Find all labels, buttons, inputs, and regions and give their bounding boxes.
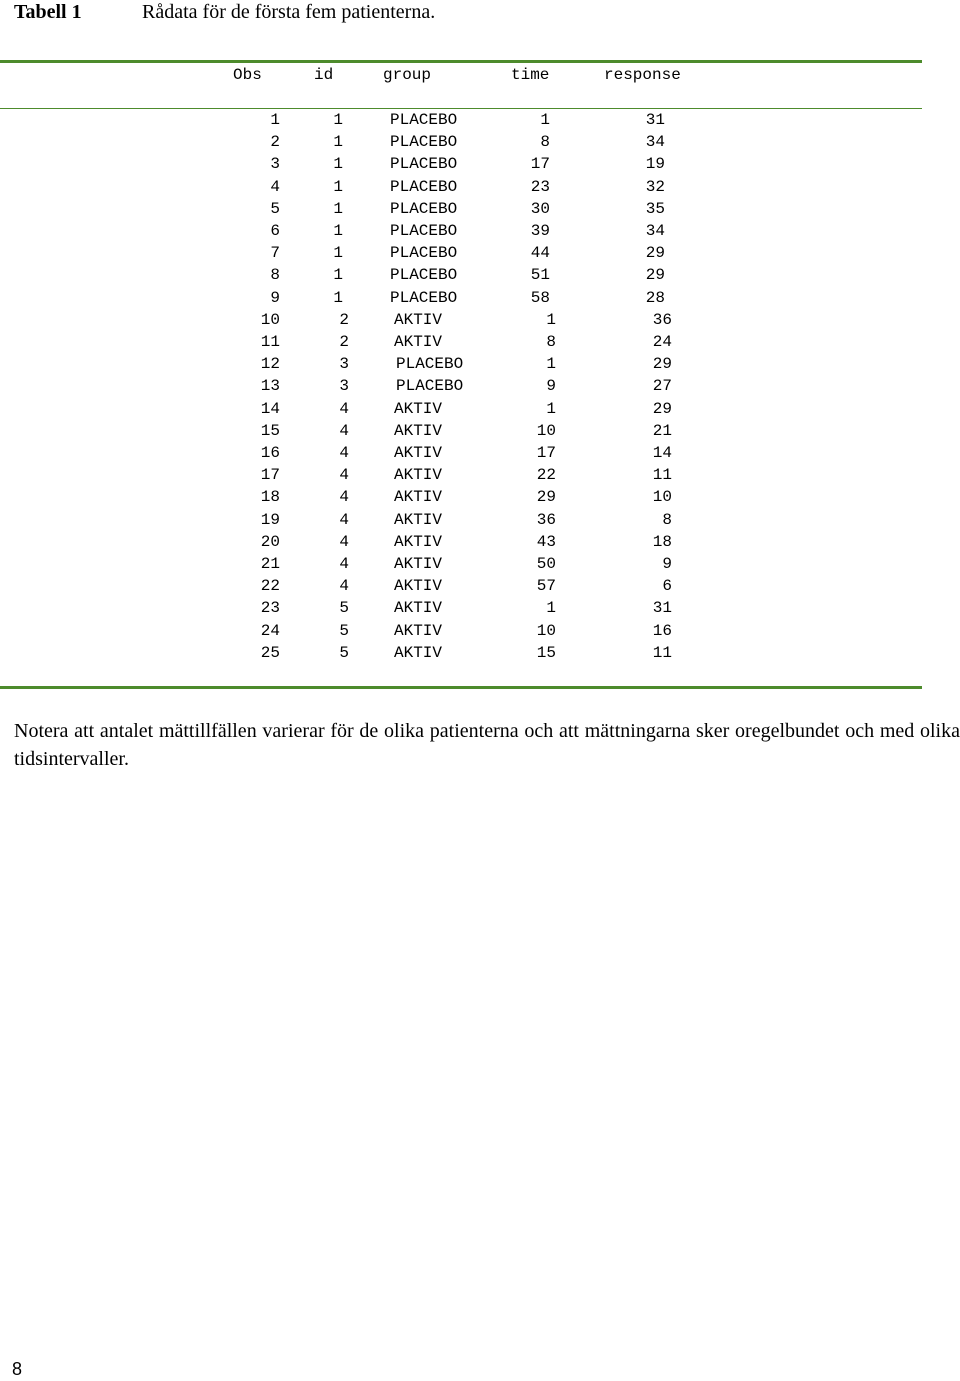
cell-response: 29	[652, 355, 672, 374]
cell-time: 43	[536, 532, 556, 551]
cell-time: 8	[546, 333, 556, 351]
cell-response: 16	[652, 621, 672, 640]
column-header-group: group	[383, 66, 432, 84]
cell-response: 11	[652, 466, 672, 485]
table-label: Tabell 1	[14, 1, 82, 23]
cell-time: 1	[546, 310, 556, 329]
cell-obs: 5	[270, 199, 280, 218]
cell-group: AKTIV	[394, 466, 443, 485]
cell-id: 1	[333, 155, 343, 174]
cell-id: 4	[339, 510, 349, 529]
cell-time: 17	[530, 155, 550, 174]
cell-obs: 14	[260, 399, 280, 418]
cell-obs: 7	[270, 244, 280, 263]
cell-obs: 18	[260, 488, 280, 507]
cell-time: 1	[546, 599, 556, 618]
cell-obs: 3	[270, 155, 280, 174]
cell-obs: 11	[260, 333, 280, 351]
cell-time: 29	[536, 488, 556, 507]
table-caption	[14, 0, 435, 24]
cell-id: 2	[339, 310, 349, 329]
cell-id: 4	[339, 421, 349, 440]
cell-group: AKTIV	[394, 421, 443, 440]
cell-response: 29	[645, 244, 665, 263]
cell-group: PLACEBO	[396, 377, 464, 396]
cell-id: 1	[333, 244, 343, 263]
cell-group: PLACEBO	[390, 222, 458, 240]
cell-id: 1	[333, 133, 343, 152]
cell-time: 30	[530, 199, 550, 218]
cell-group: PLACEBO	[390, 133, 458, 152]
cell-group: PLACEBO	[390, 244, 458, 263]
cell-time: 9	[546, 377, 556, 396]
cell-obs: 19	[260, 510, 280, 529]
cell-id: 4	[339, 466, 349, 485]
cell-obs: 22	[260, 577, 280, 596]
cell-group: PLACEBO	[390, 177, 458, 196]
cell-response: 10	[652, 488, 672, 507]
table-bottom-rule	[0, 686, 922, 689]
table-note: Notera att antalet mättillfällen varierar för de olika patienterna och att mättningarna sker oregelbundet och med olika tidsintervaller.	[14, 720, 960, 770]
cell-time: 57	[536, 577, 556, 596]
cell-id: 4	[339, 399, 349, 418]
cell-obs: 24	[260, 621, 280, 640]
cell-id: 5	[339, 599, 349, 618]
cell-time: 17	[536, 444, 556, 462]
cell-response: 9	[662, 555, 672, 573]
cell-response: 29	[645, 266, 665, 285]
cell-id: 4	[339, 577, 349, 596]
cell-time: 1	[546, 355, 556, 374]
cell-time: 39	[530, 222, 550, 240]
cell-obs: 25	[260, 643, 280, 662]
table-title: Rådata för de första fem patienterna.	[142, 1, 436, 23]
cell-id: 5	[339, 643, 349, 662]
cell-id: 2	[339, 333, 349, 351]
cell-group: PLACEBO	[396, 355, 464, 374]
cell-time: 1	[540, 111, 550, 129]
cell-time: 10	[536, 421, 556, 440]
cell-obs: 21	[260, 555, 280, 573]
cell-time: 22	[536, 466, 556, 485]
cell-obs: 6	[270, 222, 280, 240]
cell-obs: 2	[270, 133, 280, 152]
cell-time: 23	[530, 177, 550, 196]
cell-group: AKTIV	[394, 333, 443, 351]
cell-obs: 12	[260, 355, 280, 374]
cell-group: PLACEBO	[390, 288, 458, 307]
cell-id: 5	[339, 621, 349, 640]
cell-response: 24	[652, 333, 672, 351]
cell-obs: 8	[270, 266, 280, 285]
cell-response: 18	[652, 532, 672, 551]
cell-group: PLACEBO	[390, 266, 458, 285]
cell-group: PLACEBO	[390, 155, 458, 174]
cell-time: 44	[530, 244, 550, 263]
cell-response: 34	[645, 222, 665, 240]
cell-group: AKTIV	[394, 555, 443, 573]
cell-group: AKTIV	[394, 532, 443, 551]
cell-id: 4	[339, 488, 349, 507]
cell-group: AKTIV	[394, 444, 443, 462]
cell-group: PLACEBO	[390, 199, 458, 218]
cell-response: 11	[652, 643, 672, 662]
cell-obs: 17	[260, 466, 280, 485]
cell-response: 34	[645, 133, 665, 152]
cell-group: AKTIV	[394, 310, 443, 329]
cell-obs: 23	[260, 599, 280, 618]
cell-id: 1	[333, 266, 343, 285]
cell-response: 36	[652, 310, 672, 329]
table-top-rule	[0, 60, 922, 63]
cell-obs: 16	[260, 444, 280, 462]
cell-response: 31	[645, 111, 665, 129]
cell-time: 8	[540, 133, 550, 152]
cell-id: 1	[333, 288, 343, 307]
page-number: 8	[12, 1359, 23, 1379]
cell-response: 28	[645, 288, 665, 307]
cell-time: 51	[530, 266, 550, 285]
cell-group: AKTIV	[394, 488, 443, 507]
cell-group: AKTIV	[394, 510, 443, 529]
cell-group: PLACEBO	[390, 111, 458, 129]
cell-id: 3	[339, 355, 349, 374]
cell-id: 1	[333, 199, 343, 218]
cell-response: 14	[652, 444, 672, 462]
cell-id: 4	[339, 444, 349, 462]
cell-response: 29	[652, 399, 672, 418]
cell-group: AKTIV	[394, 577, 443, 596]
cell-id: 1	[333, 177, 343, 196]
cell-obs: 1	[270, 111, 280, 129]
cell-response: 32	[645, 177, 665, 196]
cell-obs: 20	[260, 532, 280, 551]
cell-response: 21	[652, 421, 672, 440]
table-header-rule	[0, 108, 922, 109]
column-header-time: time	[511, 66, 550, 84]
cell-obs: 15	[260, 421, 280, 440]
cell-obs: 13	[260, 377, 280, 396]
cell-obs: 9	[270, 288, 280, 307]
cell-group: AKTIV	[394, 621, 443, 640]
column-header-obs: Obs	[233, 66, 262, 84]
cell-time: 10	[536, 621, 556, 640]
cell-time: 58	[530, 288, 550, 307]
cell-time: 36	[536, 510, 556, 529]
cell-group: AKTIV	[394, 399, 443, 418]
cell-response: 19	[645, 155, 665, 174]
cell-response: 35	[645, 199, 665, 218]
cell-response: 31	[652, 599, 672, 618]
cell-time: 50	[536, 555, 556, 573]
cell-group: AKTIV	[394, 643, 443, 662]
cell-id: 4	[339, 555, 349, 573]
cell-obs: 10	[260, 310, 280, 329]
cell-time: 15	[536, 643, 556, 662]
cell-response: 27	[652, 377, 672, 396]
cell-time: 1	[546, 399, 556, 418]
cell-id: 1	[333, 111, 343, 129]
cell-response: 6	[662, 577, 672, 596]
cell-response: 8	[662, 510, 672, 529]
column-header-id: id	[314, 66, 334, 84]
cell-id: 4	[339, 532, 349, 551]
cell-id: 3	[339, 377, 349, 396]
cell-group: AKTIV	[394, 599, 443, 618]
cell-id: 1	[333, 222, 343, 240]
cell-obs: 4	[270, 177, 280, 196]
column-header-response: response	[604, 66, 681, 84]
